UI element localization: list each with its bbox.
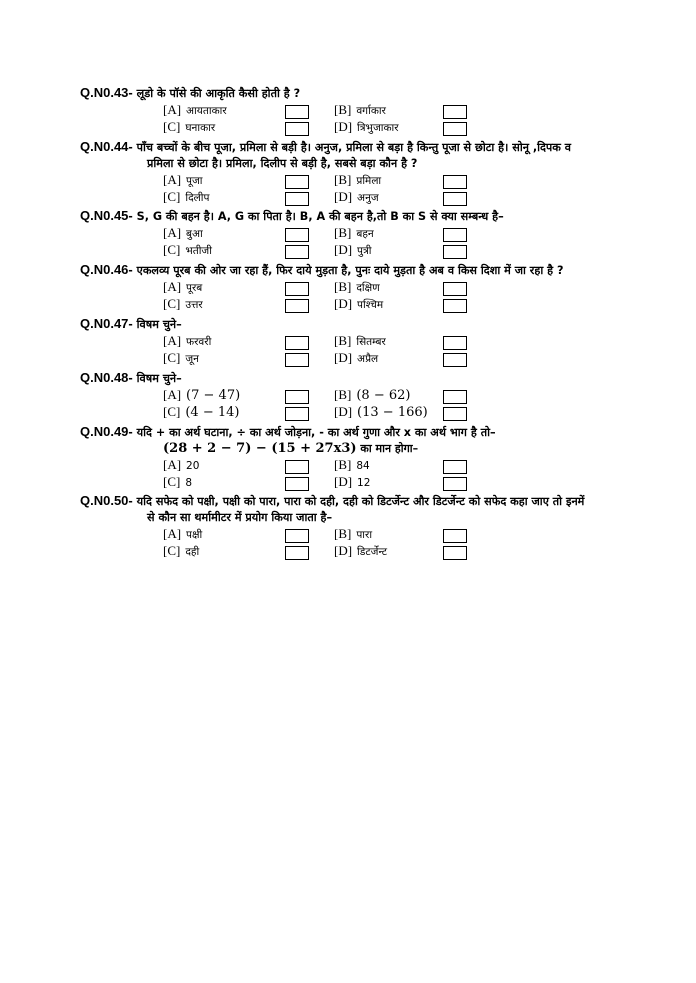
option-text: पारा	[356, 529, 373, 541]
option-key: [A]	[163, 172, 182, 187]
option-text: 8	[185, 477, 193, 489]
options-row	[163, 225, 660, 242]
answer-box[interactable]	[285, 546, 309, 560]
options-row	[163, 242, 660, 259]
question-number: Q.N0.49-	[80, 424, 133, 439]
answer-box[interactable]	[443, 546, 467, 560]
option	[163, 242, 212, 259]
question-number: Q.N0.43-	[80, 85, 133, 100]
question-number: Q.N0.45-	[80, 208, 133, 223]
option-key: [D]	[334, 474, 353, 489]
option-key: [C]	[163, 296, 181, 311]
option-text: 20	[186, 460, 200, 472]
options-grid	[163, 172, 660, 206]
answer-box[interactable]	[443, 105, 467, 119]
option-text: अप्रैल	[357, 353, 379, 365]
option-text: पूजा	[186, 175, 203, 187]
question-line: विषम चुने–	[136, 318, 182, 331]
options-grid	[163, 225, 660, 259]
answer-box[interactable]	[443, 122, 467, 136]
option	[163, 526, 202, 543]
question-line: S, G की बहन है। A, G का पिता है। B, A की बहन है,तो B का S से क्या सम्बन्ध है–	[136, 210, 504, 223]
options-row	[163, 102, 660, 119]
answer-box[interactable]	[443, 282, 467, 296]
question-block	[80, 493, 660, 560]
options-row	[163, 474, 660, 491]
option-text: पुत्री	[357, 245, 372, 257]
answer-box[interactable]	[285, 407, 309, 421]
question-number: Q.N0.47-	[80, 316, 133, 331]
option	[334, 404, 428, 421]
question-text	[80, 493, 660, 510]
answer-box[interactable]	[285, 336, 309, 350]
option-key: [A]	[163, 387, 182, 402]
question-number: Q.N0.48-	[80, 370, 133, 385]
answer-box[interactable]	[285, 175, 309, 189]
option-text: (8 − 62)	[356, 388, 411, 403]
question-line: लूडो के पॉसे की आकृति कैसी होती है ?	[136, 87, 301, 100]
question-line: विषम चुने–	[136, 372, 182, 385]
answer-box[interactable]	[443, 353, 467, 367]
options-grid	[163, 387, 660, 421]
options-grid	[163, 526, 660, 560]
option-key: [D]	[334, 189, 353, 204]
option	[334, 526, 372, 543]
option	[334, 296, 383, 313]
question-line: पाँच बच्चों के बीच पूजा, प्रमिला से बड़ी है। अनुज, प्रमिला से बड़ा है किन्तु पूजा से छोटा है। सोनू ,दिपक व	[136, 141, 571, 154]
option-text: भतीजी	[185, 245, 212, 257]
question-line: यदि + का अर्थ घटाना, ÷ का अर्थ जोड़ना, - का अर्थ गुणा और x का अर्थ भाग है तो–	[136, 426, 496, 439]
question-text	[80, 424, 660, 441]
option-key: [D]	[334, 119, 353, 134]
option	[163, 387, 240, 404]
answer-box[interactable]	[443, 529, 467, 543]
options-row	[163, 543, 660, 560]
option-text: दक्षिण	[356, 282, 380, 294]
options-grid	[163, 279, 660, 313]
question-block	[80, 316, 660, 367]
option-key: [A]	[163, 457, 182, 472]
option-text: बहन	[356, 228, 374, 240]
option	[334, 350, 378, 367]
option-text: पूरब	[186, 282, 203, 294]
expression-math: (28 + 2 − 7) − (15 + 27x3)	[163, 441, 357, 456]
options-row	[163, 189, 660, 206]
option	[334, 225, 374, 242]
options-row	[163, 387, 660, 404]
options-row	[163, 350, 660, 367]
question-text	[80, 85, 660, 102]
option-key: [B]	[334, 387, 352, 402]
option	[334, 543, 387, 560]
question-line: प्रमिला से छोटा है। प्रमिला, दिलीप से बड़ी है, सबसे बड़ा कौन है ?	[147, 157, 418, 170]
options-row	[163, 457, 660, 474]
option-text: उत्तर	[185, 299, 203, 311]
question-expression	[163, 441, 660, 457]
question-line: से कौन सा थर्मामीटर में प्रयोग किया जाता है–	[147, 511, 333, 524]
option	[334, 333, 386, 350]
question-number: Q.N0.50-	[80, 493, 133, 508]
option-key: [A]	[163, 102, 182, 117]
option-text: वर्गाकार	[356, 105, 386, 117]
option-text: आयताकार	[186, 105, 227, 117]
question-number: Q.N0.46-	[80, 262, 133, 277]
option-key: [C]	[163, 543, 181, 558]
option	[163, 404, 239, 421]
option	[163, 119, 215, 136]
option-key: [B]	[334, 526, 352, 541]
answer-box[interactable]	[443, 336, 467, 350]
option	[334, 102, 386, 119]
question-text	[80, 139, 660, 156]
option-text: प्रमिला	[356, 175, 382, 187]
option-text: 12	[357, 477, 371, 489]
options-row	[163, 172, 660, 189]
option-text: (4 − 14)	[185, 405, 240, 420]
option	[163, 543, 199, 560]
question-text	[80, 208, 660, 225]
question-block	[80, 262, 660, 313]
option	[334, 474, 370, 491]
option-key: [A]	[163, 279, 182, 294]
options-row	[163, 526, 660, 543]
option-key: [C]	[163, 474, 181, 489]
answer-box[interactable]	[285, 477, 309, 491]
question-block	[80, 424, 660, 491]
option	[163, 333, 211, 350]
answer-box[interactable]	[443, 390, 467, 404]
answer-box[interactable]	[285, 353, 309, 367]
question-text	[80, 370, 660, 387]
option-key: [B]	[334, 457, 352, 472]
question-text	[80, 316, 660, 333]
option	[163, 225, 203, 242]
question-block	[80, 85, 660, 136]
options-row	[163, 404, 660, 421]
question-number: Q.N0.44-	[80, 139, 133, 154]
option	[163, 189, 209, 206]
option-text: घनाकार	[185, 122, 216, 134]
answer-box[interactable]	[285, 192, 309, 206]
answer-box[interactable]	[285, 245, 309, 259]
option-key: [C]	[163, 189, 181, 204]
option-key: [C]	[163, 404, 181, 419]
answer-box[interactable]	[285, 390, 309, 404]
option	[334, 242, 372, 259]
answer-box[interactable]	[285, 105, 309, 119]
option	[163, 172, 203, 189]
answer-box[interactable]	[443, 460, 467, 474]
option-key: [D]	[334, 543, 353, 558]
expression-suffix: का मान होगा–	[360, 442, 419, 455]
question-block	[80, 208, 660, 259]
option-key: [C]	[163, 119, 181, 134]
option-key: [C]	[163, 350, 181, 365]
option-text: पक्षी	[186, 529, 203, 541]
options-row	[163, 279, 660, 296]
options-grid	[163, 457, 660, 491]
option-key: [B]	[334, 279, 352, 294]
option-key: [C]	[163, 242, 181, 257]
question-text	[80, 262, 660, 279]
option-key: [A]	[163, 333, 182, 348]
answer-box[interactable]	[443, 477, 467, 491]
option-key: [B]	[334, 225, 352, 240]
option-text: त्रिभुजाकार	[357, 122, 399, 134]
option	[334, 279, 380, 296]
option-text: अनुज	[357, 192, 379, 204]
option	[163, 457, 199, 474]
answer-box[interactable]	[285, 282, 309, 296]
question-text-continued	[80, 510, 660, 526]
option-key: [B]	[334, 102, 352, 117]
answer-box[interactable]	[443, 245, 467, 259]
option-text: (13 − 166)	[357, 405, 428, 420]
answer-box[interactable]	[285, 299, 309, 313]
options-row	[163, 296, 660, 313]
option-text: फरवरी	[186, 336, 212, 348]
option-key: [D]	[334, 350, 353, 365]
question-line: एकलव्य पूरब की ओर जा रहा हैं, फिर दाये मुड़ता है, पुनः दाये मुड़ता है अब व किस दिशा में जा रहा है ?	[136, 264, 564, 277]
option-key: [A]	[163, 225, 182, 240]
answer-box[interactable]	[443, 228, 467, 242]
option-text: दही	[185, 546, 200, 558]
option-text: दिलीप	[185, 192, 210, 204]
option-text: 84	[356, 460, 370, 472]
option	[163, 102, 227, 119]
question-block	[80, 139, 660, 206]
answer-box[interactable]	[443, 192, 467, 206]
option	[334, 457, 370, 474]
option-text: बुआ	[186, 228, 203, 240]
option	[334, 119, 399, 136]
options-grid	[163, 333, 660, 367]
options-row	[163, 119, 660, 136]
option	[163, 350, 199, 367]
answer-box[interactable]	[285, 122, 309, 136]
option	[163, 279, 202, 296]
option	[163, 296, 203, 313]
option-text: (7 − 47)	[186, 388, 241, 403]
option	[334, 189, 379, 206]
option-text: सितम्बर	[356, 336, 386, 348]
option-key: [B]	[334, 333, 352, 348]
option-key: [D]	[334, 404, 353, 419]
option-key: [D]	[334, 296, 353, 311]
option	[334, 172, 381, 189]
question-line: यदि सफेद को पक्षी, पक्षी को पारा, पारा को दही, दही को डिटर्जेन्ट और डिटर्जेन्ट को सफेद कहा जाए तो इनमें	[136, 495, 585, 508]
option-text: पश्चिम	[357, 299, 384, 311]
question-block	[80, 370, 660, 421]
answer-box[interactable]	[443, 407, 467, 421]
option-key: [D]	[334, 242, 353, 257]
option-text: जून	[185, 353, 199, 365]
option	[163, 474, 192, 491]
option-text: डिटर्जेन्ट	[357, 546, 388, 558]
options-row	[163, 333, 660, 350]
question-text-continued	[80, 156, 660, 172]
answer-box[interactable]	[443, 299, 467, 313]
answer-box[interactable]	[443, 175, 467, 189]
option-key: [B]	[334, 172, 352, 187]
answer-box[interactable]	[285, 529, 309, 543]
option-key: [A]	[163, 526, 182, 541]
option	[334, 387, 410, 404]
answer-box[interactable]	[285, 228, 309, 242]
answer-box[interactable]	[285, 460, 309, 474]
options-grid	[163, 102, 660, 136]
